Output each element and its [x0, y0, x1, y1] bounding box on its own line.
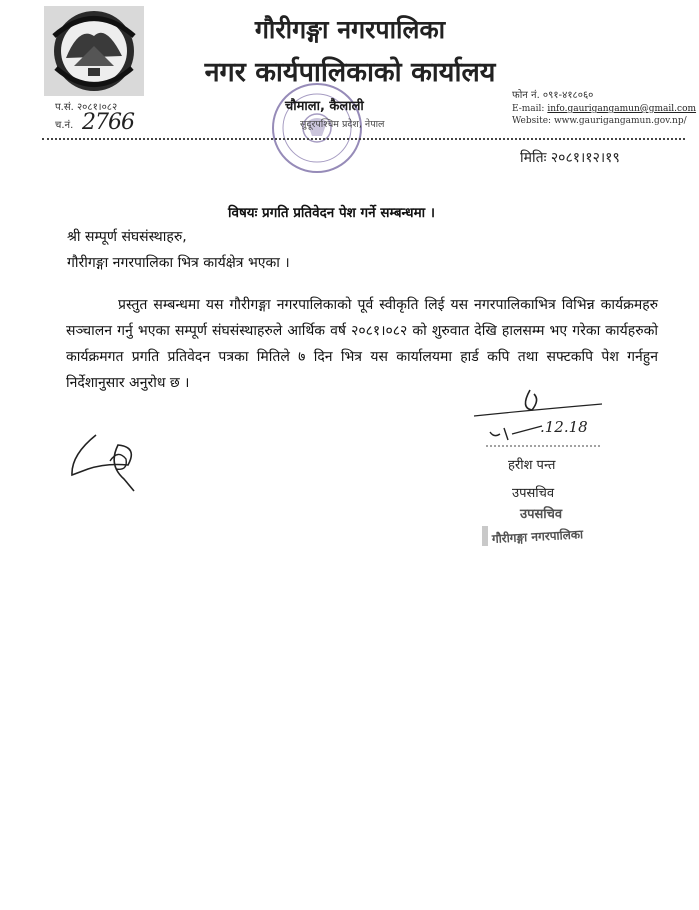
dispatch-number: 2766: [82, 110, 134, 135]
office-name: नगर कार्यपालिकाको कार्यालय: [204, 57, 496, 88]
website-url[interactable]: www.gaurigangamun.gov.np/: [553, 116, 687, 126]
addressee-line2: गौरीगङ्गा नगरपालिका भित्र कार्यक्षेत्र भएका ।: [67, 255, 290, 271]
nepal-emblem-logo: [44, 6, 144, 96]
addressee-line1: श्री सम्पूर्ण संघसंस्थाहरु,: [67, 229, 187, 245]
svg-text:.12.18: .12.18: [540, 418, 588, 436]
signatory-title: उपसचिव: [512, 486, 555, 501]
email-label: E-mail:: [512, 104, 545, 114]
letter-subject: विषयः प्रगति प्रतिवेदन पेश गर्ने सम्बन्धमा ।: [228, 205, 435, 221]
website-row: [512, 116, 687, 126]
website-label: Website:: [512, 116, 552, 126]
svg-text:उपसचिव: उपसचिव: [520, 507, 563, 522]
designation-stamp: [480, 500, 630, 558]
address-line1: चौमाला, कैलाली: [285, 99, 364, 114]
letter-body: प्रस्तुत सम्बन्धमा यस गौरीगङ्गा नगरपालिकाको पूर्व स्वीकृति लिई यस नगरपालिकाभित्र विभिन्न कार्यक्रमहरु सञ्चालन गर्नु भएका सम्पूर्ण संघसंस्थाहरुले आर्थिक वर्ष २०८१।०८२ को शुरुवात देखि हालसम्म भए गरेका कार्यहरुको कार्यक्रमगत प्रगति प्रतिवेदन पत्रका मितिले ७ दिन भित्र यस कार्यालयमा हार्ड कपि तथा सफ्टकपि पेश गर्नहुन निर्देशानुसार अनुरोध छ ।: [66, 297, 658, 391]
phone-number: फोन नं. ०९१-४१८०६०: [512, 90, 594, 101]
svg-text:गौरीगङ्गा नगरपालिका: गौरीगङ्गा नगरपालिका: [491, 527, 584, 547]
fiscal-year-reference: प.सं. २०८१।०८२: [55, 102, 118, 113]
header-divider: [42, 138, 685, 140]
signatory-signature: [472, 388, 612, 463]
municipality-name: गौरीगङ्गा नगरपालिका: [254, 15, 446, 44]
left-handwritten-signature: [66, 425, 146, 495]
address-line2: सुदूरपश्चिम प्रदेश, नेपाल: [300, 119, 385, 130]
signatory-name: हरीश पन्त: [508, 458, 556, 473]
dispatch-label: च.नं.: [55, 120, 74, 131]
email-address[interactable]: info.gaurigangamun@gmail.com: [547, 104, 697, 114]
letter-date: मितिः २०८१।१२।१९: [520, 150, 620, 166]
email-row: [512, 104, 696, 114]
